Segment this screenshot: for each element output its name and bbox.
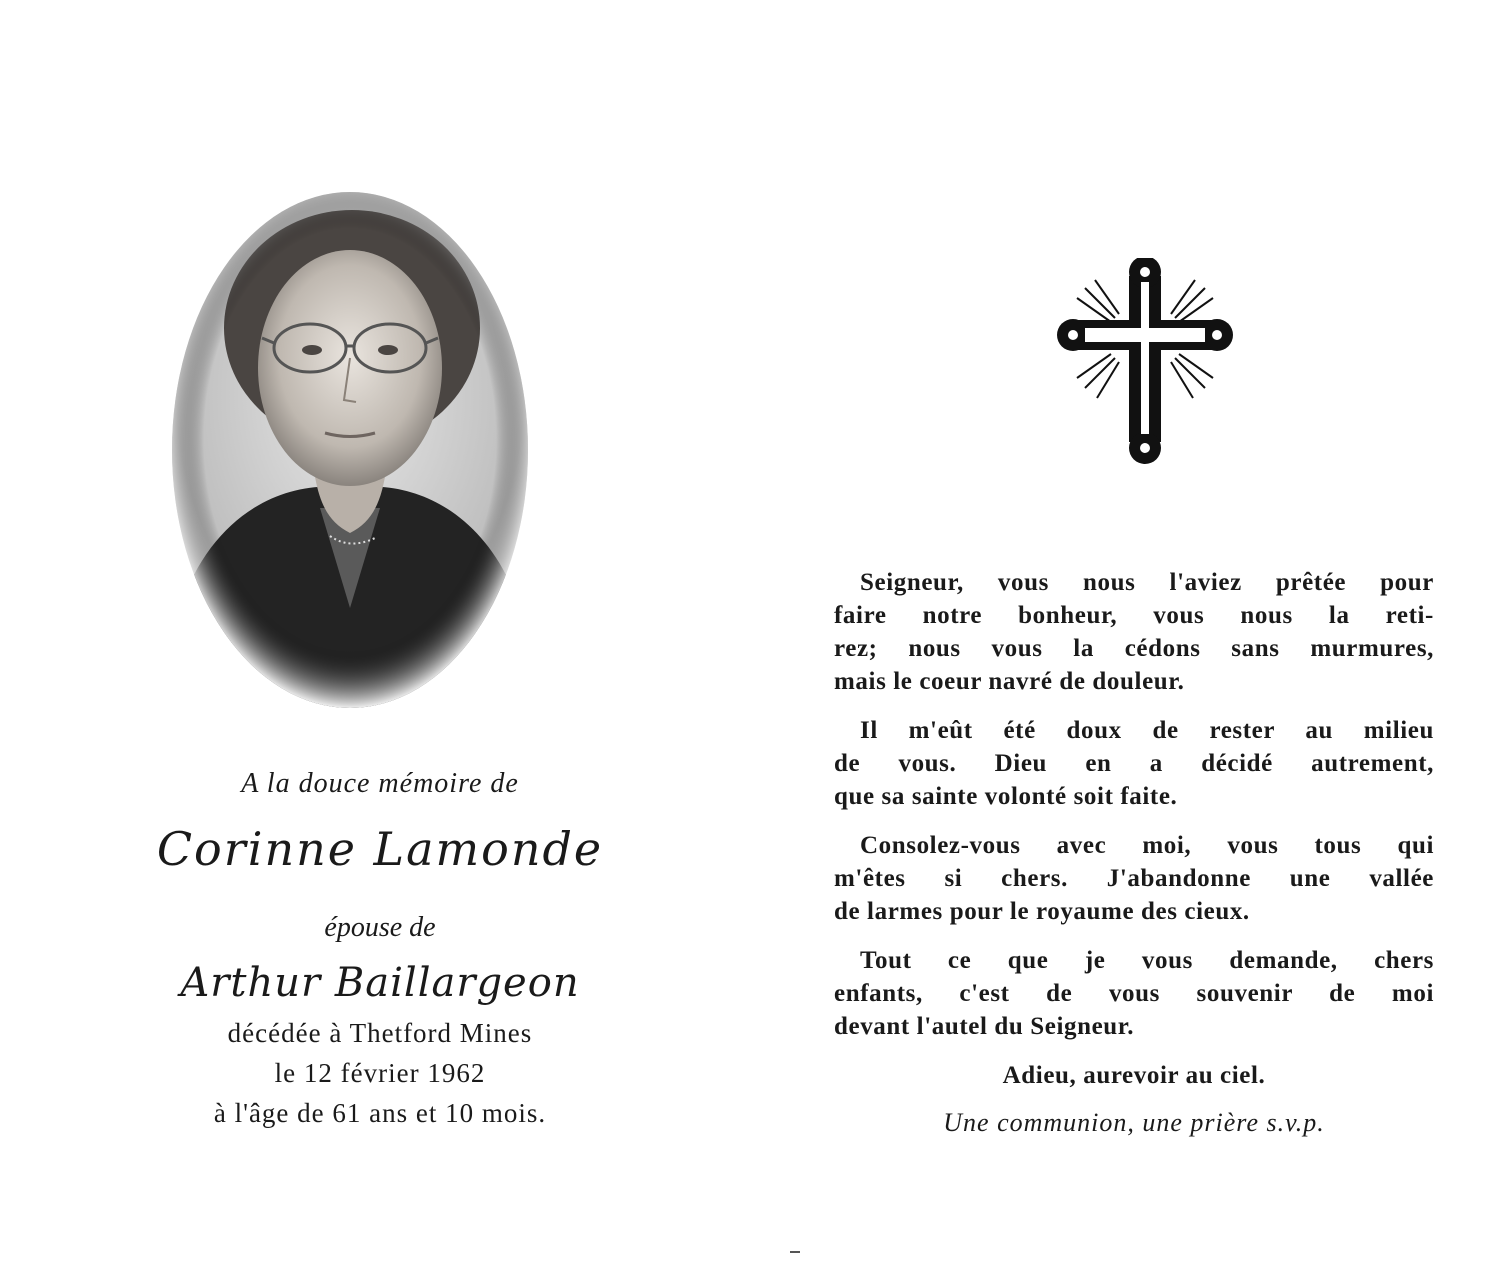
- prayer-line: Consolez-vous avec moi, vous tous qui: [860, 832, 1434, 859]
- spouse-label: épouse de: [324, 912, 436, 943]
- prayer-paragraph-2: [834, 714, 1434, 813]
- fold-mark: [790, 1251, 800, 1253]
- prayer-line: devant l'autel du Seigneur.: [834, 1013, 1135, 1040]
- prayer-line: mais le coeur navré de douleur.: [834, 668, 1185, 695]
- prayer-paragraph-1: [834, 566, 1434, 698]
- prayer-paragraph-3: [834, 829, 1434, 928]
- deceased-name: Corinne Lamonde: [156, 822, 604, 876]
- death-place: décédée à Thetford Mines: [227, 1018, 533, 1048]
- prayer-line: Il m'eût été doux de rester au milieu: [860, 717, 1434, 744]
- prayer-line: que sa sainte volonté soit faite.: [834, 783, 1178, 810]
- prayer-request: Une communion, une prière s.v.p.: [943, 1108, 1325, 1137]
- spouse-name: Arthur Baillargeon: [180, 960, 580, 1006]
- death-date: le 12 février 1962: [274, 1058, 486, 1088]
- farewell-line: Adieu, aurevoir au ciel.: [1002, 1062, 1266, 1089]
- cross-icon: [1055, 258, 1235, 468]
- prayer-line: m'êtes si chers. J'abandonne une vallée: [834, 865, 1434, 892]
- right-panel: [750, 0, 1500, 1266]
- prayer-line: faire notre bonheur, vous nous la reti-: [834, 602, 1434, 629]
- portrait-photo: [170, 188, 530, 708]
- prayer-line: rez; nous vous la cédons sans murmures,: [834, 635, 1434, 662]
- prayer-line: de larmes pour le royaume des cieux.: [834, 898, 1250, 925]
- prayer-line: enfants, c'est de vous souvenir de moi: [834, 980, 1434, 1007]
- memory-line: A la douce mémoire de: [241, 768, 519, 799]
- prayer-paragraph-4: [834, 944, 1434, 1043]
- prayer-line: Tout ce que je vous demande, chers: [860, 947, 1434, 974]
- prayer-line: de vous. Dieu en a décidé autrement,: [834, 750, 1434, 777]
- prayer-line: Seigneur, vous nous l'aviez prêtée pour: [860, 569, 1434, 596]
- death-age: à l'âge de 61 ans et 10 mois.: [213, 1098, 547, 1128]
